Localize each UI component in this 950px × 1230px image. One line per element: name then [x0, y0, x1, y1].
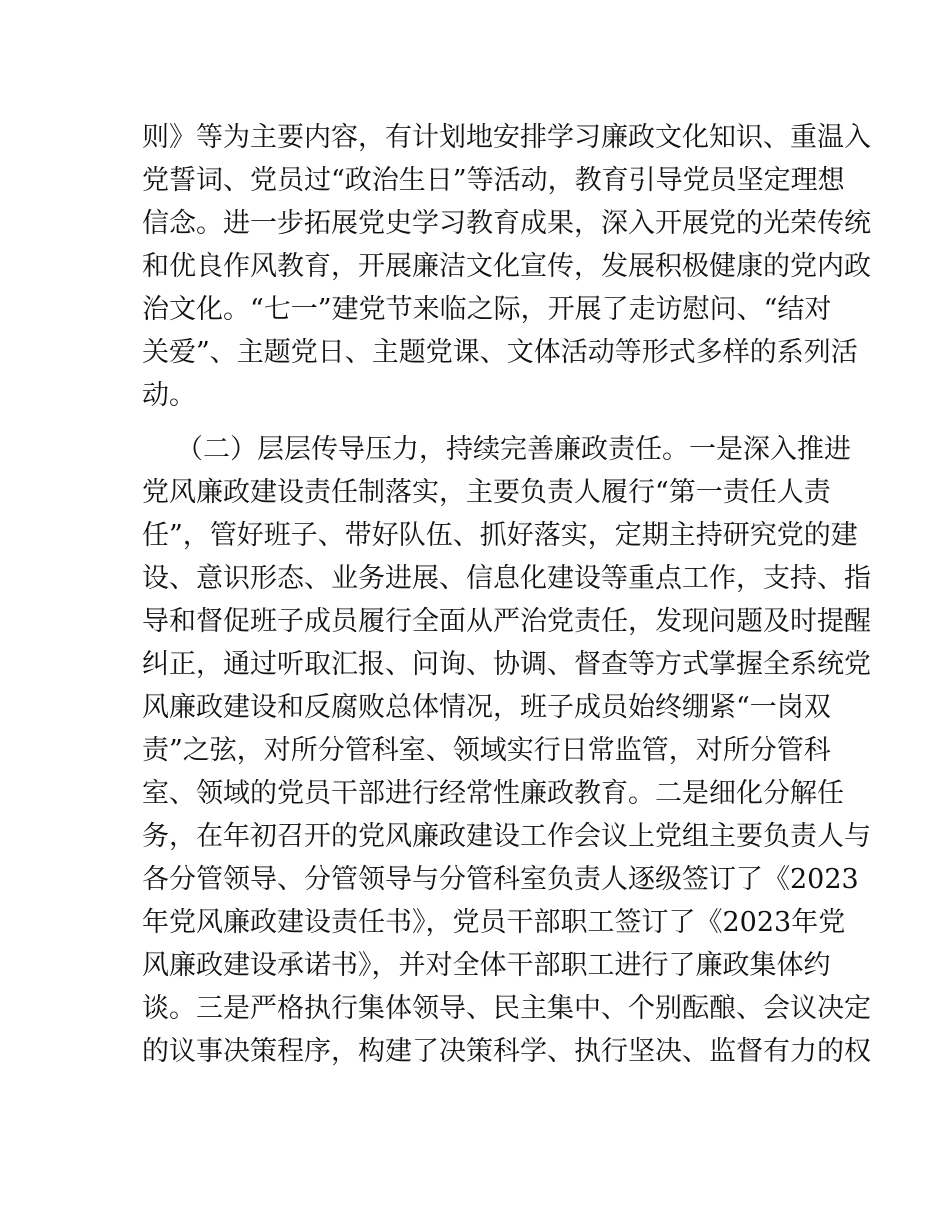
text-line: 动。 [142, 380, 196, 411]
text-line: 年党风廉政建设责任书》，党员干部职工签订了《2023年党 [142, 907, 846, 938]
text-line: 导和督促班子成员履行全面从严治党责任，发现问题及时提醒 [142, 606, 871, 637]
text-line: 各分管领导、分管领导与分管科室负责人逐级签订了《2023 [142, 864, 859, 895]
text-line: 谈。三是严格执行集体领导、民主集中、个别酝酿、会议决定 [142, 993, 871, 1024]
text-line: 则》等为主要内容，有计划地安排学习廉政文化知识、重温入 [142, 122, 871, 153]
text-line: 责”之弦，对所分管科室、领域实行日常监管，对所分管科 [142, 735, 831, 766]
text-line: 务，在年初召开的党风廉政建设工作会议上党组主要负责人与 [142, 821, 871, 852]
text-line: 的议事决策程序，构建了决策科学、执行坚决、监督有力的权 [142, 1036, 871, 1067]
text-line: 纠正，通过听取汇报、问询、协调、督查等方式掌握全系统党 [142, 649, 871, 680]
text-line: 任”，管好班子、带好队伍、抓好落实，定期主持研究党的建 [142, 520, 858, 551]
text-line: 关爱”、主题党日、主题党课、文体活动等形式多样的系列活 [142, 337, 858, 368]
text-line: 党誓词、党员过“政治生日”等活动，教育引导党员坚定理想 [142, 165, 845, 196]
text-line: 党风廉政建设责任制落实，主要负责人履行“第一责任人责 [142, 477, 831, 508]
text-line: 风廉政建设承诺书》，并对全体干部职工进行了廉政集体约 [142, 950, 831, 981]
text-line: 室、领域的党员干部进行经常性廉政教育。二是细化分解任 [142, 778, 844, 809]
paragraph-1 [142, 116, 871, 417]
text-line: 和优良作风教育，开展廉洁文化宣传，发展积极健康的党内政 [142, 251, 871, 282]
text-line: 风廉政建设和反腐败总体情况，班子成员始终绷紧“一岗双 [142, 692, 831, 723]
text-line: 信念。进一步拓展党史学习教育成果，深入开展党的光荣传统 [142, 208, 871, 239]
text-line: （二）层层传导压力，持续完善廉政责任。一是深入推进 [176, 434, 851, 465]
text-line: 治文化。“七一”建党节来临之际，开展了走访慰问、“结对 [142, 294, 832, 325]
paragraph-2 [142, 428, 871, 1073]
text-line: 设、意识形态、业务进展、信息化建设等重点工作，支持、指 [142, 563, 871, 594]
